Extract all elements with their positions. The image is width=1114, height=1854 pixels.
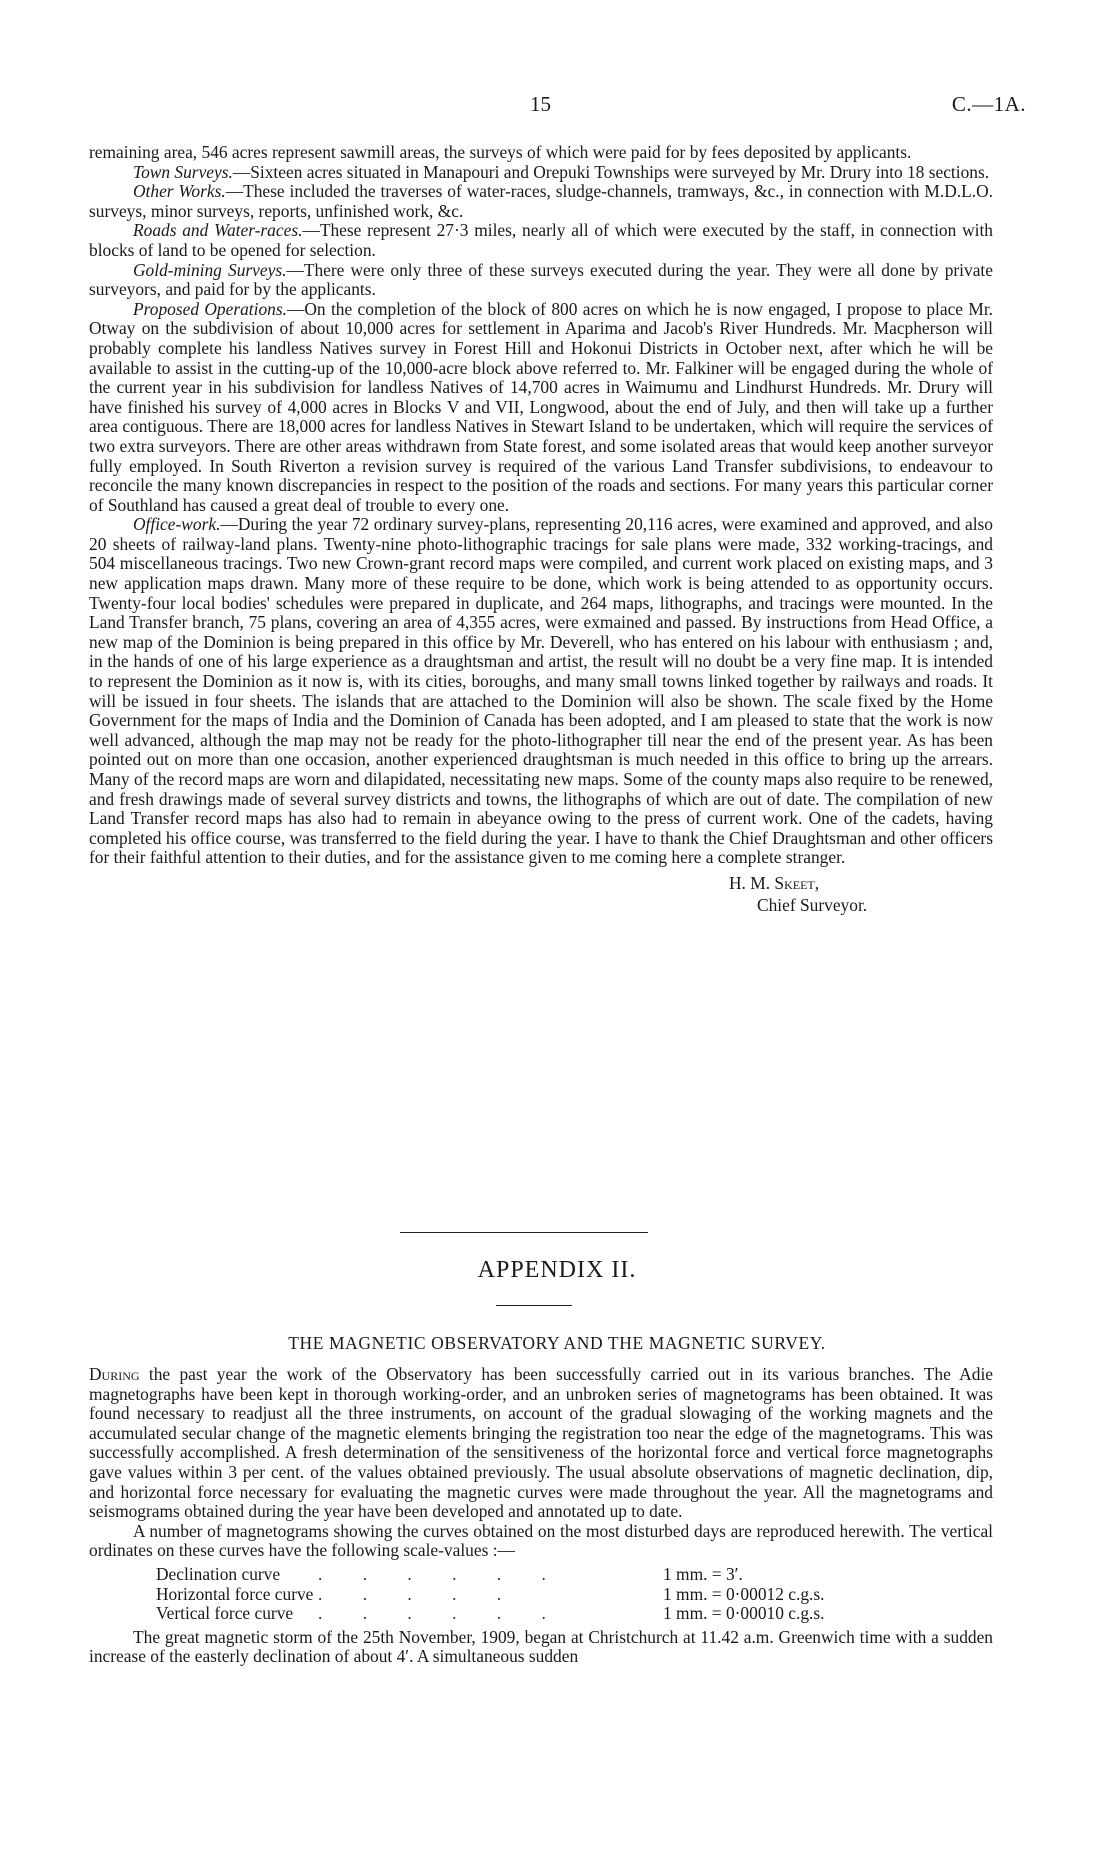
scale-values-table <box>156 1565 824 1624</box>
document-reference: C.—1A. <box>951 92 1026 116</box>
scale-label: Vertical force curve <box>156 1603 294 1624</box>
run-in-heading: Roads and Water-races. <box>133 220 303 241</box>
page-header <box>0 92 1114 122</box>
section-title: THE MAGNETIC OBSERVATORY AND THE MAGNETIC SURVEY. <box>288 1333 826 1353</box>
paragraph-magnetic-storm: The great magnetic storm of the 25th November, 1909, began at Christchurch at 11.42 a.m. Greenwich time with a sudden increase of the easterly declination of about 4′. A simultaneous sudden <box>89 1626 993 1667</box>
run-in-heading: Gold-mining Surveys. <box>133 259 287 280</box>
paragraph-text: —These represent 27·3 miles, nearly all of which were executed by the staff, in connection with blocks of land to be opened for selection. <box>89 220 993 260</box>
scale-value: 1 mm. = 0·00010 c.g.s. <box>663 1603 825 1624</box>
signatory-title: Chief Surveyor. <box>757 894 868 915</box>
signatory-name: H. M. Skeet, <box>729 872 820 893</box>
page-number: 15 <box>530 92 551 116</box>
appendix-body <box>89 1365 993 1667</box>
paragraph-magnetograms: A number of magnetograms showing the curves obtained on the most disturbed days are reproduced herewith. The vertical ordinates on these curves have the following scale-values :— <box>89 1520 993 1561</box>
scale-row <box>156 1604 824 1624</box>
paragraph-town-surveys <box>89 163 993 183</box>
run-in-heading: Other Works. <box>133 181 226 202</box>
lead-word: During <box>89 1364 140 1384</box>
paragraph-text: the past year the work of the Observatory has been successfully carried out in its various branches. The Adie magnetographs have been kept in thorough working-order, and an unbroken series of magnetograms has been obtained. It was found necessary to readjust all the three instruments, on account of the gradual slowaging of the working magnets and the accumulated secular change of the magnetic elements bringing the registration too near the edge of the magnetograms. This was successfully accomplished. A fresh determination of the sensitiveness of the horizontal force and vertical force magnetographs gave values within 3 per cent. of the values obtained previously. The usual absolute observations of magnetic declination, dip, and horizontal force necessary for evaluating the magnetic curves were made throughout the year. All the magnetograms and seismograms obtained during the year have been developed and annotated up to date. <box>89 1364 993 1522</box>
scale-label: Declination curve <box>156 1563 281 1584</box>
paragraph-gold-mining-surveys <box>89 261 993 300</box>
paragraph-remaining-area: remaining area, 546 acres represent sawmill areas, the surveys of which were paid for by fees deposited by applicants. <box>89 142 912 162</box>
paragraph-text: —There were only three of these surveys executed during the year. They were all done by private surveyors, and paid for by the applicants. <box>89 259 993 300</box>
paragraph-text: —On the completion of the block of 800 acres on which he is now engaged, I propose to place Mr. Otway on the subdivision of about 10,000 acres for settlement in Aparima and Jacob's River Hundreds. Mr. Macpherson will probably complete his landless Natives survey in Forest Hill and Hokonui Districts in October next, after which he will be available to assist in the cutting-up of the 10,000-acre block above referred to. Mr. Falkiner will be engaged during the whole of the current year in his subdivision for landless Natives of 14,700 acres in Waimumu and Lindhurst Hundreds. Mr. Drury will have finished his survey of 4,000 acres in Blocks V and VII, Longwood, about the end of July, and then will take up a further area contiguous. There are 18,000 acres for landless Natives in Stewart Island to be undertaken, which will require the services of two extra surveyors. There are other areas withdrawn from State forest, and some isolated areas that would keep another surveyor fully employed. In South Riverton a revision survey is required of the various Land Transfer subdivisions, to endeavour to reconcile the many known discrepancies in respect to the position of the roads and sections. For many years this particular corner of Southland has caused a great deal of trouble to every one. <box>89 298 993 515</box>
paragraph-roads-water-races <box>89 221 993 260</box>
scale-row <box>156 1585 824 1605</box>
run-in-heading: Proposed Operations. <box>133 298 287 319</box>
signature-block <box>729 872 993 916</box>
paragraph-text: —These included the traverses of water-races, sludge-channels, tramways, &c., in connection with M.D.L.O. surveys, minor surveys, reports, unfinished work, &c. <box>89 181 994 221</box>
run-in-heading: Office-work. <box>133 514 221 535</box>
survey-report-body <box>89 143 993 916</box>
scale-row <box>156 1565 824 1585</box>
scale-value: 1 mm. = 3′. <box>663 1563 743 1584</box>
title-underline-rule <box>496 1305 572 1306</box>
scale-label: Horizontal force curve <box>156 1583 314 1604</box>
scale-value: 1 mm. = 0·00012 c.g.s. <box>663 1583 825 1604</box>
run-in-heading: Town Surveys. <box>133 161 233 182</box>
paragraph-text: —During the year 72 ordinary survey-plans, representing 20,116 acres, were examined and approved, and also 20 sheets of railway-land plans. Twenty-nine photo-lithographic tracings for sale plans were made, 332 working-tracings, and 504 miscellaneous tracings. Two new Crown-grant record maps were compiled, and current work placed on existing maps, and 3 new application maps drawn. Many more of these require to be done, which work is being attended to as opportunity occurs. Twenty-four local bodies' schedules were prepared in duplicate, and 264 maps, lithographs, and tracings were mounted. In the Land Transfer branch, 75 plans, covering an area of 4,355 acres, were exmained and passed. By instructions from Head Office, a new map of the Dominion is being prepared in this office by Mr. Deverell, who has entered on his labour with enthusiasm ; and, in the hands of one of his large experience as a draughtsman and artist, the result will no doubt be a very fine map. It is intended to represent the Dominion as it now is, with its cities, boroughs, and many small towns linked together by railways and roads. It will be issued in four sheets. The islands that are attached to the Dominion will also be shown. The scale fixed by the Home Government for the maps of India and the Dominion of Canada has been adopted, and I am pleased to state that the work is now well advanced, although the map may not be ready for the photo-lithographer till near the end of the present year. As has been pointed out on more than one occasion, another experienced draughtsman is much needed in this office to bring up the arrears. Many of the record maps are worn and dilapidated, necessitating new maps. Some of the county maps also require to be renewed, and fresh drawings made of several survey districts and towns, the lithographs of which are out of date. The compilation of new Land Transfer record maps has also had to remain in abeyance owing to the press of current work. One of the cadets, having completed his office course, was transferred to the field during the year. I have to thank the Chief Draughtsman and other officers for their faithful attention to their duties, and for the assistance given to me coming here a complete stranger. <box>89 514 993 868</box>
section-divider-rule <box>400 1232 648 1233</box>
paragraph-text: —Sixteen acres situated in Manapouri and Orepuki Townships were surveyed by Mr. Drury into 18 sections. <box>232 161 990 182</box>
paragraph-other-works <box>89 182 993 221</box>
dot-leader: . . . . . . <box>318 1563 564 1584</box>
paragraph-observatory-work <box>89 1365 993 1522</box>
paragraph-proposed-operations <box>89 300 993 516</box>
dot-leader: . . . . . <box>318 1583 520 1604</box>
appendix-title: APPENDIX II. <box>477 1257 637 1283</box>
paragraph-office-work <box>89 515 993 868</box>
dot-leader: . . . . . . <box>318 1603 564 1624</box>
